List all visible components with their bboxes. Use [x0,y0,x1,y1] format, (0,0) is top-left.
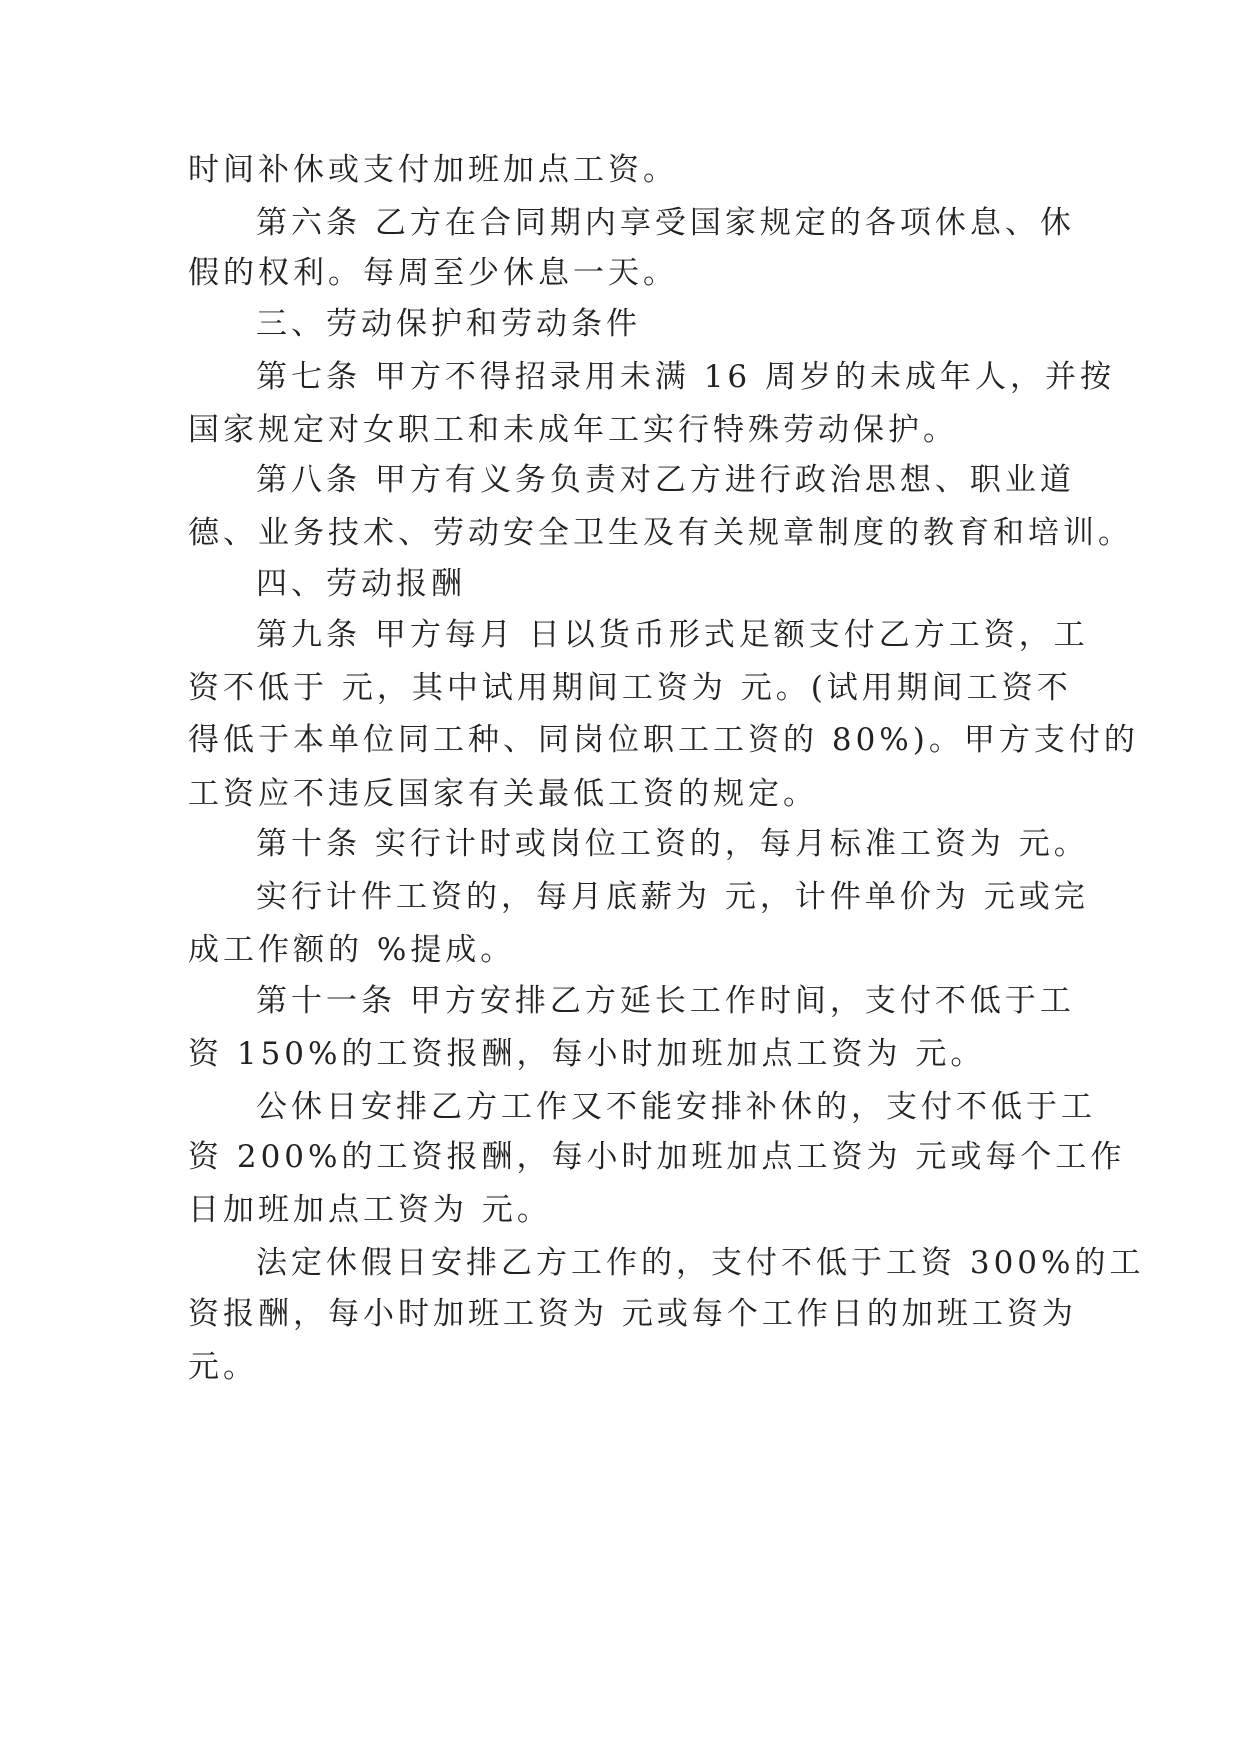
text-line: 第六条 乙方在合同期内享受国家规定的各项休息、休 [256,205,1075,241]
text-line: 资不低于 元，其中试用期间工资为 元。(试用期间工资不 [188,670,1072,706]
text-line: 德、业务技术、劳动安全卫生及有关规章制度的教育和培训。 [188,515,1133,551]
text-line: 第十条 实行计时或岗位工资的，每月标准工资为 元。 [256,826,1089,862]
text-line: 日加班加点工资为 元。 [188,1192,552,1228]
text-line: 时间补休或支付加班加点工资。 [188,152,678,188]
text-line: 资 200%的工资报酬，每小时加班加点工资为 元或每个工作 [188,1139,1126,1175]
text-line: 第七条 甲方不得招录用未满 16 周岁的未成年人，并按 [256,359,1116,395]
text-line: 资报酬，每小时加班工资为 元或每个工作日的加班工资为 [188,1296,1077,1332]
text-line: 法定休假日安排乙方工作的，支付不低于工资 300%的工 [256,1245,1145,1281]
text-line: 第八条 甲方有义务负责对乙方进行政治思想、职业道 [256,462,1075,498]
text-line: 第十一条 甲方安排乙方延长工作时间，支付不低于工 [256,983,1075,1019]
text-line: 公休日安排乙方工作又不能安排补休的，支付不低于工 [256,1089,1096,1125]
text-line: 国家规定对女职工和未成年工实行特殊劳动保护。 [188,412,958,448]
text-line: 成工作额的 %提成。 [188,932,516,968]
text-line: 第九条 甲方每月 日以货币形式足额支付乙方工资，工 [256,617,1089,653]
text-line: 资 150%的工资报酬，每小时加班加点工资为 元。 [188,1036,986,1072]
text-line: 假的权利。每周至少休息一天。 [188,255,678,291]
text-line: 元。 [188,1349,258,1385]
section-heading: 三、劳动保护和劳动条件 [256,306,641,342]
text-line: 实行计件工资的，每月底薪为 元，计件单价为 元或完 [256,879,1089,915]
text-line: 工资应不违反国家有关最低工资的规定。 [188,776,818,812]
text-line: 得低于本单位同工种、同岗位职工工资的 80%)。甲方支付的 [188,722,1139,758]
section-heading: 四、劳动报酬 [256,566,466,602]
